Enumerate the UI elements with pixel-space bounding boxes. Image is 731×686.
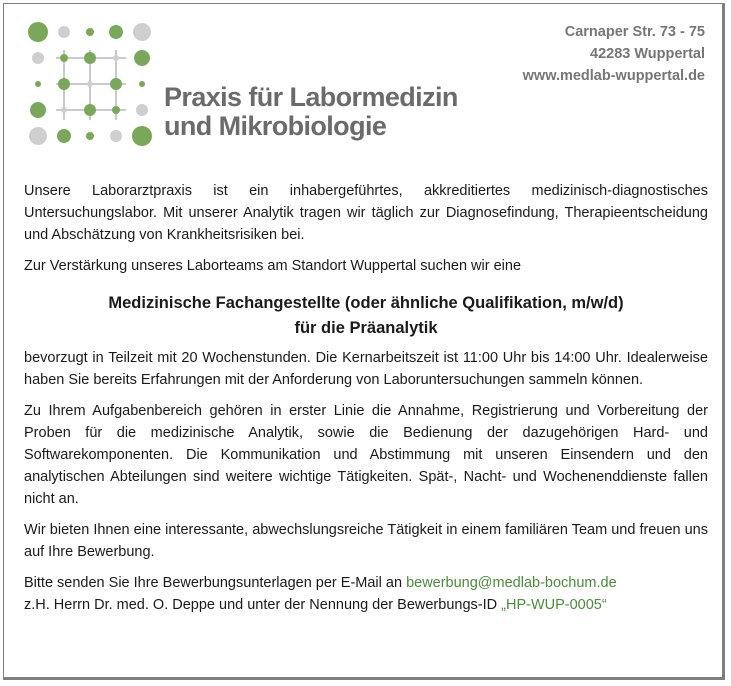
job-ad-body [24,180,708,625]
practice-name-line1: Praxis für Labormedizin [164,82,458,112]
details-paragraph: bevorzugt in Teilzeit mit 20 Wochenstunden. Die Kernarbeitszeit ist 11:00 Uhr bis 14:00 Uhr. Idealerweise haben Sie bereits Erfahrungen mit der Anforderung von Laboruntersuchungen sammeln können. [24,350,708,388]
apply-email-link[interactable]: bewerbung@medlab-bochum.de [406,575,617,591]
intro-paragraph: Unsere Laborarztpraxis ist ein inhabergeführtes, akkreditiertes medizinisch-diagnostisches Untersuchungslabor. Mit unserer Analytik tragen wir täglich zur Diagnosefindung, Therapieentscheidung und Abschätzung von Krankheitsrisiken bei. [24,183,708,243]
address-street: Carnaper Str. 73 - 75 [564,24,705,40]
practice-name-line2: und Mikrobiologie [164,111,387,141]
address-block [523,21,705,87]
practice-name [164,83,458,141]
position-title: Medizinische Fachangestellte (oder ähnliche Qualifikation, m/w/d) [108,294,624,312]
search-line: Zur Verstärkung unseres Laborteams am Standort Wuppertal suchen wir eine [24,258,522,274]
offer-paragraph: Wir bieten Ihnen eine interessante, abwechslungsreiche Tätigkeit in einem familiären Team und freuen uns auf Ihre Bewerbung. [24,522,708,560]
document-frame [3,3,725,680]
position-subtitle: für die Präanalytik [294,319,438,337]
lab-lattice-logo-icon [26,20,156,150]
address-city: 42283 Wuppertal [590,46,705,62]
address-website[interactable]: www.medlab-wuppertal.de [522,68,705,84]
job-id: „HP-WUP-0005“ [501,597,607,613]
apply-prefix: Bitte senden Sie Ihre Bewerbungsunterlagen per E-Mail an [24,575,407,591]
tasks-paragraph: Zu Ihrem Aufgabenbereich gehören in erster Linie die Annahme, Registrierung und Vorbereitung der Proben für die medizinische Analytik, sowie die Bedienung der dazugehörigen Hard- und Softwarekomponenten. Die Kommunikation und Abstimmung mit unseren Einsendern und den analytischen Abteilungen sind weitere wichtige Tätigkeiten. Spät-, Nacht- und Wochenenddienste fallen nicht an. [24,403,708,507]
position-heading [24,291,708,341]
apply-paragraph [24,572,708,616]
apply-line2: z.H. Herrn Dr. med. O. Deppe und unter der Nennung der Bewerbungs-ID [24,597,502,613]
